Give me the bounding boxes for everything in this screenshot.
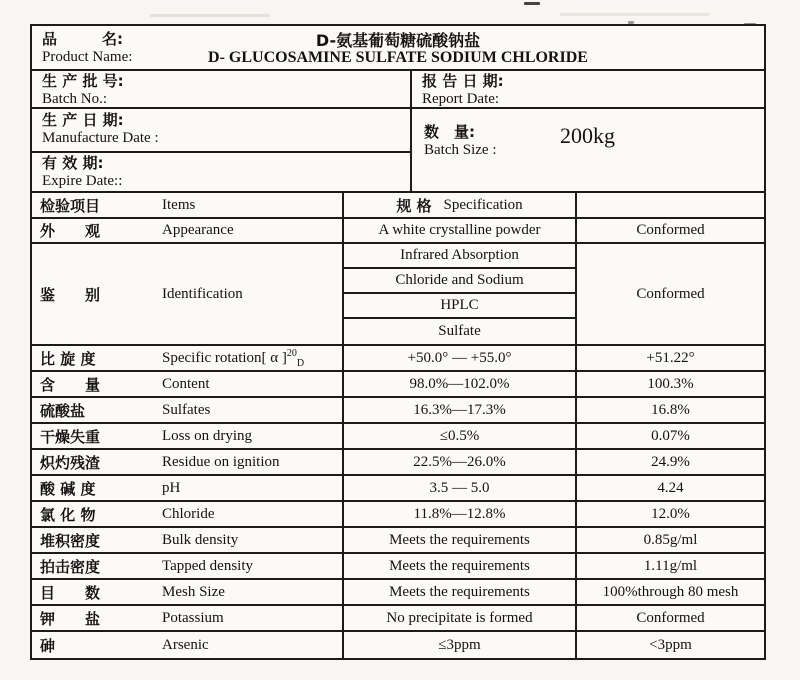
result-value: 16.8% — [651, 401, 690, 418]
batch-size-value: 200kg — [560, 123, 615, 148]
product-name-label-cn: 品 名: — [42, 30, 123, 48]
spec-value: Meets the requirements — [344, 580, 577, 604]
item-name-en: Identification — [162, 285, 243, 302]
report-date-label-en: Report Date: — [422, 91, 500, 107]
identification-spec: Sulfate — [438, 323, 481, 339]
table-row — [32, 502, 764, 528]
scan-artifact — [524, 2, 540, 5]
product-name-value-en: D- GLUCOSAMINE SULFATE SODIUM CHLORIDE — [208, 49, 588, 66]
spec-value: +50.0° — +55.0° — [344, 346, 577, 370]
table-row — [32, 528, 764, 554]
table-row — [32, 580, 764, 606]
expire-date-label-en: Expire Date:: — [42, 173, 123, 189]
spec-value: 3.5 — 5.0 — [344, 476, 577, 500]
result-value: 1.11g/ml — [643, 557, 698, 574]
item-name-cn: 拍击密度 — [40, 557, 101, 576]
dates-quantity-row — [32, 109, 764, 193]
spec-value: ≤0.5% — [344, 424, 577, 448]
item-name-cn: 氯 化 物 — [40, 505, 96, 524]
header-spec-cn: 规 格 — [396, 196, 432, 215]
item-name-cn: 外 观 — [40, 222, 101, 240]
item-name-cn: 目 数 — [40, 583, 101, 602]
item-name-en: Appearance — [162, 222, 234, 238]
batch-size-label-en: Batch Size : — [424, 142, 497, 158]
item-name-en: pH — [162, 479, 181, 496]
spec-value: 16.3%—17.3% — [344, 398, 577, 422]
table-row — [32, 606, 764, 632]
table-row-specific-rotation — [32, 346, 764, 372]
item-name-cn: 钾 盐 — [40, 609, 101, 628]
item-name-cn: 含 量 — [40, 375, 101, 394]
table-row — [32, 372, 764, 398]
item-name-cn: 堆积密度 — [40, 531, 101, 550]
table-row — [32, 632, 764, 658]
item-name-en: Specific rotation[ α ] — [162, 349, 287, 366]
result-value: Conformed — [636, 285, 705, 302]
item-name-cn: 酸 碱 度 — [40, 479, 96, 498]
rotation-superscript: 20 — [286, 347, 297, 359]
item-name-en: Arsenic — [162, 636, 209, 653]
report-date-cell — [412, 71, 764, 107]
result-value: 24.9% — [651, 453, 690, 470]
spec-value: 11.8%—12.8% — [344, 502, 577, 526]
item-name-en: Residue on ignition — [162, 453, 280, 470]
identification-spec: Infrared Absorption — [344, 244, 575, 269]
spec-value: No precipitate is formed — [344, 606, 577, 630]
result-value: <3ppm — [649, 636, 692, 653]
result-value: Conformed — [636, 609, 705, 626]
item-name-en: Chloride — [162, 505, 215, 522]
item-name-cn: 鉴 别 — [40, 285, 101, 304]
table-row — [32, 476, 764, 502]
batch-no-cell — [32, 71, 412, 107]
item-name-cn: 炽灼残渣 — [40, 453, 101, 472]
manufacture-date-label-cn: 生 产 日 期: — [42, 111, 124, 129]
report-date-label-cn: 报 告 日 期: — [422, 72, 504, 90]
identification-spec: Chloride and Sodium — [344, 269, 575, 294]
rotation-subscript: D — [296, 357, 305, 369]
result-value: Conformed — [636, 222, 705, 238]
table-row — [32, 554, 764, 580]
table-header-row — [32, 193, 764, 219]
spec-value: A white crystalline powder — [344, 219, 577, 242]
expire-date-cell — [32, 153, 410, 191]
certificate-of-analysis — [30, 24, 766, 660]
manufacture-date-cell — [32, 109, 410, 153]
spec-value: 22.5%—26.0% — [344, 450, 577, 474]
result-value: 100.3% — [647, 375, 694, 392]
batch-no-label-cn: 生 产 批 号: — [42, 72, 124, 90]
item-name-cn: 砷 — [40, 636, 56, 655]
item-name-en: Tapped density — [162, 557, 254, 574]
item-name-en: Loss on drying — [162, 427, 252, 444]
table-row-appearance — [32, 219, 764, 244]
result-value: 0.07% — [651, 427, 690, 444]
spec-value: 98.0%—102.0% — [344, 372, 577, 396]
header-spec-en: Specification — [443, 196, 523, 213]
batch-no-label-en: Batch No.: — [42, 91, 107, 107]
product-name-value-cn: D-氨基葡萄糖硫酸钠盐 — [315, 31, 481, 50]
item-name-cn: 干燥失重 — [40, 427, 101, 446]
result-value: 0.85g/ml — [643, 531, 698, 548]
item-name-en: Bulk density — [162, 531, 239, 548]
identification-spec: HPLC — [344, 294, 575, 319]
item-name-en: Potassium — [162, 609, 224, 626]
table-row-identification — [32, 244, 764, 346]
item-name-cn: 比 旋 度 — [40, 349, 96, 368]
table-row — [32, 424, 764, 450]
table-row — [32, 398, 764, 424]
expire-date-label-cn: 有 效 期: — [42, 154, 104, 172]
batch-size-label-cn: 数 量: — [424, 123, 475, 141]
product-name-row — [32, 26, 764, 71]
spec-value: Meets the requirements — [344, 528, 577, 552]
header-items-en: Items — [162, 196, 196, 213]
manufacture-date-label-en: Manufacture Date : — [42, 130, 159, 146]
table-row — [32, 450, 764, 476]
item-name-en: Mesh Size — [162, 583, 225, 600]
scan-artifact — [560, 13, 710, 16]
result-value: +51.22° — [646, 349, 695, 366]
spec-value: ≤3ppm — [344, 632, 577, 658]
batch-size-cell — [412, 109, 764, 191]
scan-artifact — [150, 14, 270, 17]
spec-value: Meets the requirements — [344, 554, 577, 578]
product-name-label-en: Product Name: — [42, 49, 133, 65]
header-items-cn: 检验项目 — [40, 196, 101, 215]
item-name-cn: 硫酸盐 — [40, 401, 86, 420]
result-value: 12.0% — [651, 505, 690, 522]
batch-report-row — [32, 71, 764, 109]
item-name-en: Content — [162, 375, 210, 392]
item-name-en: Sulfates — [162, 401, 211, 418]
result-value: 4.24 — [657, 479, 684, 496]
result-value: 100%through 80 mesh — [602, 583, 739, 600]
